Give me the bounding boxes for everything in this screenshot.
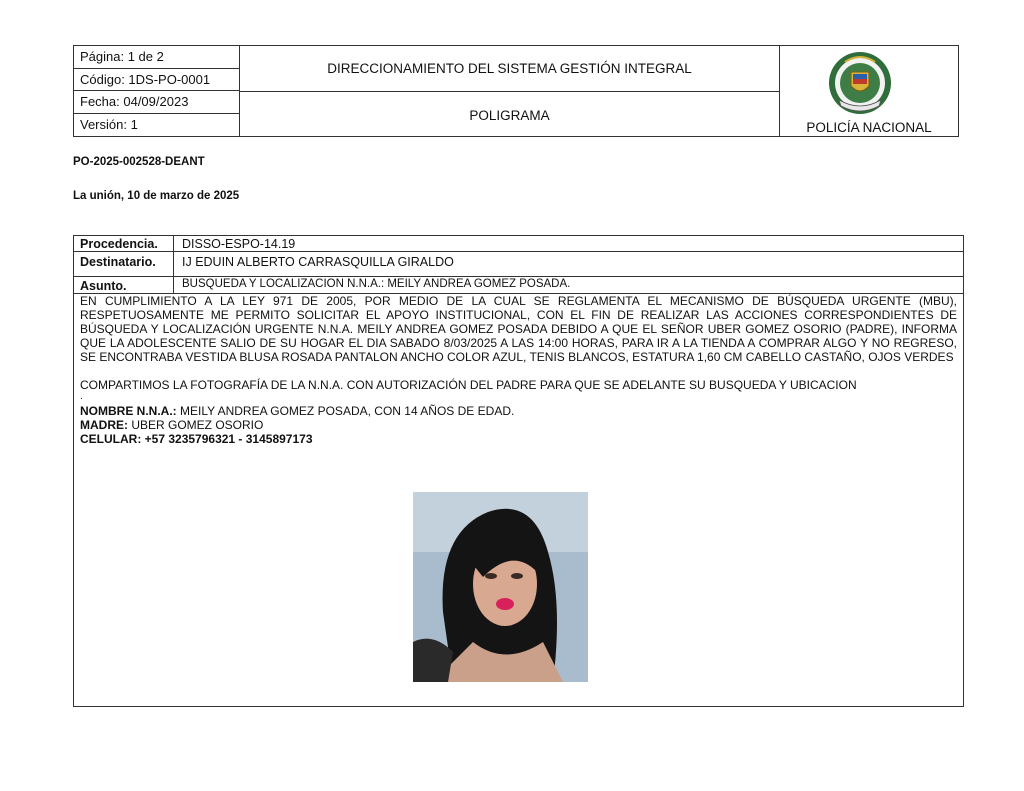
police-seal-icon [825, 50, 895, 120]
document-reference: PO-2025-002528-DEANT [73, 156, 205, 168]
body-paragraph-2: COMPARTIMOS LA FOTOGRAFÍA DE LA N.N.A. CON AUTORIZACIÓN DEL PADRE PARA QUE SE ADELANTE SU BUSQUEDA Y UBICACION [80, 378, 857, 392]
body-paragraph-1: EN CUMPLIMIENTO A LA LEY 971 DE 2005, POR MEDIO DE LA CUAL SE REGLAMENTA EL MECANISMO DE BÚSQUEDA URGENTE (MBU), RESPETUOSAMENTE ME PERMITO SOLICITAR EL APOYO INSTITUCIONAL, CON EL FIN DE REALIZAR LAS ACCIONES CORRESPONDIENTES DE BÚSQUEDA Y LOCALIZACIÓN URGENTE N.N.A. MEILY ANDREA GOMEZ POSADA DEBIDO A QUE EL SEÑOR UBER GOMEZ OSORIO (PADRE), INFORMA QUE LA ADOLESCENTE SALIO DE SU HOGAR EL DIA SABADO 8/03/2025 A LAS 14:00 HORAS, PARA IR A LA TIENDA A COMPRAR ALGO Y NO REGRESO, SE ENCONTRABA VESTIDA BLUSA ROSADA PANTALON ANCHO COLOR AZUL, TENIS BLANCOS, ESTATURA 1,60 CM CABELLO CASTAÑO, OJOS VERDES [80, 294, 957, 364]
missing-person-photo [413, 492, 588, 682]
celular-line [80, 432, 957, 446]
nombre-label: NOMBRE N.N.A.: [80, 404, 177, 418]
document-body-table [73, 235, 964, 707]
procedencia-label: Procedencia. [74, 236, 174, 251]
asunto-value: BUSQUEDA Y LOCALIZACION N.N.A.: MEILY ANDREA GOMEZ POSADA. [182, 278, 571, 290]
stray-dot: . [80, 391, 83, 402]
nombre-line [80, 404, 957, 418]
procedencia-value: DISSO-ESPO-14.19 [182, 237, 296, 251]
field-destinatario [74, 252, 963, 277]
asunto-label: Asunto. [74, 277, 174, 293]
organization-name: POLICÍA NACIONAL [806, 120, 932, 135]
madre-value: UBER GOMEZ OSORIO [128, 418, 264, 432]
document-control-column [74, 46, 240, 136]
document-title-column [240, 46, 780, 136]
celular-value: +57 3235796321 - 3145897173 [141, 432, 313, 446]
document-subtitle: POLIGRAMA [469, 107, 550, 123]
madre-line [80, 418, 957, 432]
nombre-value: MEILY ANDREA GOMEZ POSADA, CON 14 AÑOS DE EDAD. [176, 404, 515, 418]
field-procedencia [74, 236, 963, 252]
portrait-illustration [413, 492, 588, 682]
document-version: Versión: 1 [80, 116, 138, 132]
document-content [80, 294, 957, 446]
document-code: Código: 1DS-PO-0001 [74, 69, 239, 92]
page-number: Página: 1 de 2 [74, 46, 239, 69]
document-header-table [73, 45, 959, 137]
logo-column [780, 46, 958, 136]
field-asunto [74, 277, 963, 294]
document-date: Fecha: 04/09/2023 [74, 91, 239, 114]
destinatario-label: Destinatario. [74, 252, 174, 276]
destinatario-value: IJ EDUIN ALBERTO CARRASQUILLA GIRALDO [182, 255, 454, 269]
place-date: La unión, 10 de marzo de 2025 [73, 190, 240, 202]
madre-label: MADRE: [80, 418, 128, 432]
document-title: DIRECCIONAMIENTO DEL SISTEMA GESTIÓN INTEGRAL [240, 46, 779, 92]
celular-label: CELULAR: [80, 432, 142, 446]
